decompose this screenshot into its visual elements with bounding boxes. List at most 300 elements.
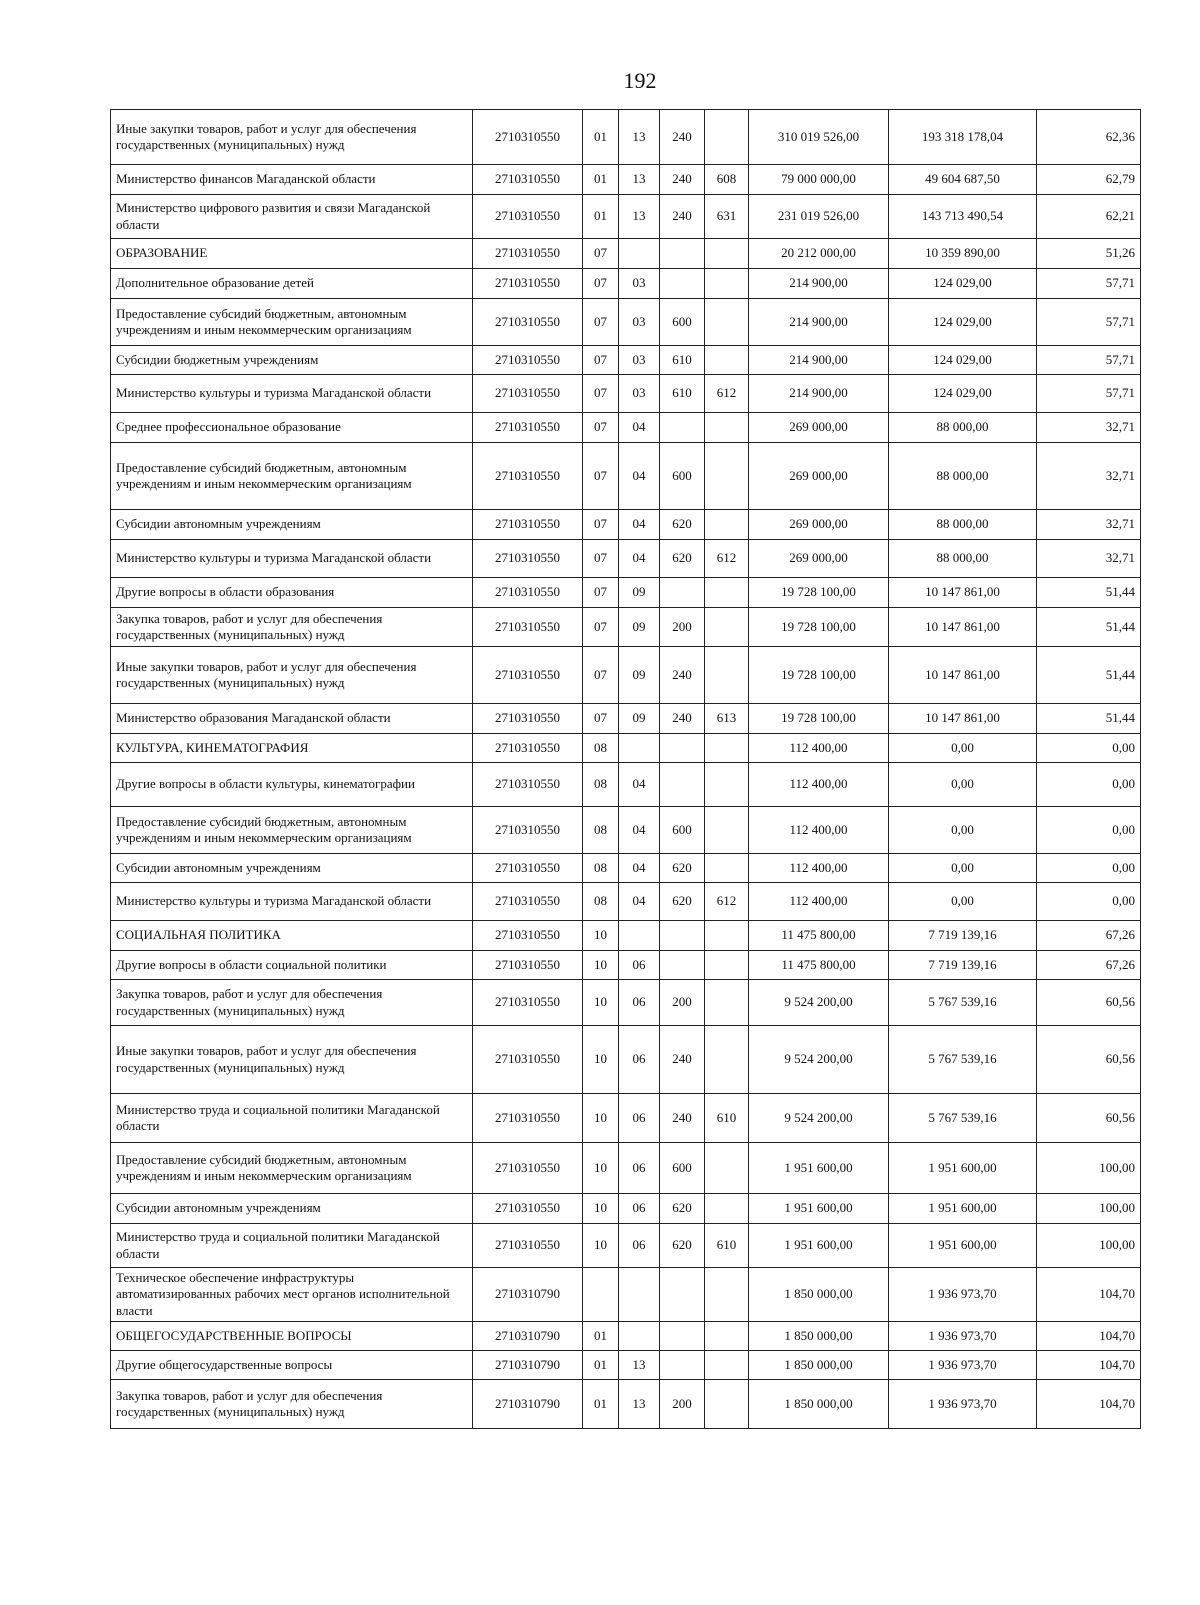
grbs-code [705, 1194, 749, 1224]
expense-type-code: 620 [660, 540, 705, 578]
table-row [111, 165, 1141, 195]
executed-amount: 143 713 490,54 [889, 195, 1037, 239]
planned-amount: 214 900,00 [749, 269, 889, 299]
execution-percent: 57,71 [1037, 346, 1141, 375]
row-description: Министерство труда и социальной политики Магаданской области [111, 1224, 473, 1268]
budget-execution-table [110, 109, 1141, 1429]
section-code: 10 [583, 980, 619, 1026]
row-description: Иные закупки товаров, работ и услуг для обеспечения государственных (муниципальных) нужд [111, 1026, 473, 1094]
table-row [111, 195, 1141, 239]
executed-amount: 124 029,00 [889, 299, 1037, 346]
planned-amount: 214 900,00 [749, 375, 889, 413]
planned-amount: 1 951 600,00 [749, 1143, 889, 1194]
row-description: СОЦИАЛЬНАЯ ПОЛИТИКА [111, 921, 473, 951]
expense-type-code: 200 [660, 1380, 705, 1429]
planned-amount: 269 000,00 [749, 413, 889, 443]
expense-type-code [660, 269, 705, 299]
section-code: 07 [583, 704, 619, 734]
executed-amount: 193 318 178,04 [889, 110, 1037, 165]
section-code: 01 [583, 165, 619, 195]
execution-percent: 57,71 [1037, 269, 1141, 299]
planned-amount: 19 728 100,00 [749, 647, 889, 704]
execution-percent: 32,71 [1037, 540, 1141, 578]
table-row [111, 1268, 1141, 1322]
expense-type-code [660, 1322, 705, 1351]
execution-percent: 32,71 [1037, 510, 1141, 540]
executed-amount: 0,00 [889, 883, 1037, 921]
target-article-code: 2710310550 [473, 807, 583, 854]
section-code: 07 [583, 510, 619, 540]
section-code: 07 [583, 647, 619, 704]
execution-percent: 60,56 [1037, 1094, 1141, 1143]
execution-percent: 57,71 [1037, 299, 1141, 346]
section-code: 07 [583, 443, 619, 510]
grbs-code: 608 [705, 165, 749, 195]
executed-amount: 124 029,00 [889, 375, 1037, 413]
execution-percent: 0,00 [1037, 854, 1141, 883]
target-article-code: 2710310550 [473, 608, 583, 647]
subsection-code: 04 [619, 763, 660, 807]
table-row [111, 269, 1141, 299]
subsection-code: 13 [619, 195, 660, 239]
planned-amount: 214 900,00 [749, 346, 889, 375]
row-description: Министерство образования Магаданской области [111, 704, 473, 734]
planned-amount: 112 400,00 [749, 734, 889, 763]
target-article-code: 2710310550 [473, 854, 583, 883]
executed-amount: 10 359 890,00 [889, 239, 1037, 269]
grbs-code: 613 [705, 704, 749, 734]
subsection-code: 04 [619, 854, 660, 883]
target-article-code: 2710310550 [473, 951, 583, 980]
target-article-code: 2710310790 [473, 1380, 583, 1429]
subsection-code: 09 [619, 704, 660, 734]
section-code [583, 1268, 619, 1322]
expense-type-code: 600 [660, 807, 705, 854]
row-description: Министерство культуры и туризма Магаданской области [111, 540, 473, 578]
section-code: 07 [583, 346, 619, 375]
target-article-code: 2710310550 [473, 578, 583, 608]
subsection-code [619, 734, 660, 763]
execution-percent: 104,70 [1037, 1268, 1141, 1322]
subsection-code: 04 [619, 443, 660, 510]
section-code: 01 [583, 1322, 619, 1351]
target-article-code: 2710310550 [473, 1026, 583, 1094]
section-code: 08 [583, 807, 619, 854]
subsection-code: 06 [619, 1224, 660, 1268]
table-row [111, 883, 1141, 921]
section-code: 10 [583, 1194, 619, 1224]
execution-percent: 67,26 [1037, 951, 1141, 980]
grbs-code [705, 1351, 749, 1380]
planned-amount: 269 000,00 [749, 540, 889, 578]
subsection-code: 04 [619, 510, 660, 540]
table-row [111, 413, 1141, 443]
subsection-code: 06 [619, 1194, 660, 1224]
planned-amount: 19 728 100,00 [749, 704, 889, 734]
row-description: Техническое обеспечение инфраструктуры автоматизированных рабочих мест органов исполнительной власти [111, 1268, 473, 1322]
target-article-code: 2710310790 [473, 1351, 583, 1380]
target-article-code: 2710310550 [473, 299, 583, 346]
table-row [111, 1351, 1141, 1380]
table-row [111, 704, 1141, 734]
planned-amount: 9 524 200,00 [749, 980, 889, 1026]
table-row [111, 608, 1141, 647]
execution-percent: 51,44 [1037, 578, 1141, 608]
grbs-code [705, 951, 749, 980]
target-article-code: 2710310550 [473, 110, 583, 165]
row-description: Дополнительное образование детей [111, 269, 473, 299]
grbs-code [705, 299, 749, 346]
section-code: 01 [583, 1380, 619, 1429]
execution-percent: 104,70 [1037, 1322, 1141, 1351]
subsection-code: 13 [619, 1380, 660, 1429]
row-description: ОБЩЕГОСУДАРСТВЕННЫЕ ВОПРОСЫ [111, 1322, 473, 1351]
planned-amount: 1 850 000,00 [749, 1351, 889, 1380]
planned-amount: 269 000,00 [749, 443, 889, 510]
planned-amount: 1 951 600,00 [749, 1224, 889, 1268]
subsection-code: 06 [619, 951, 660, 980]
target-article-code: 2710310550 [473, 1094, 583, 1143]
planned-amount: 9 524 200,00 [749, 1094, 889, 1143]
grbs-code [705, 510, 749, 540]
subsection-code: 13 [619, 110, 660, 165]
table-row [111, 1194, 1141, 1224]
subsection-code [619, 1268, 660, 1322]
executed-amount: 1 936 973,70 [889, 1322, 1037, 1351]
executed-amount: 10 147 861,00 [889, 704, 1037, 734]
table-row [111, 1094, 1141, 1143]
table-row [111, 854, 1141, 883]
target-article-code: 2710310550 [473, 647, 583, 704]
section-code: 10 [583, 951, 619, 980]
expense-type-code: 610 [660, 375, 705, 413]
execution-percent: 60,56 [1037, 1026, 1141, 1094]
planned-amount: 79 000 000,00 [749, 165, 889, 195]
execution-percent: 60,56 [1037, 980, 1141, 1026]
target-article-code: 2710310550 [473, 763, 583, 807]
section-code: 08 [583, 763, 619, 807]
subsection-code [619, 1322, 660, 1351]
row-description: Иные закупки товаров, работ и услуг для обеспечения государственных (муниципальных) нужд [111, 647, 473, 704]
expense-type-code: 600 [660, 1143, 705, 1194]
subsection-code: 04 [619, 540, 660, 578]
planned-amount: 112 400,00 [749, 854, 889, 883]
row-description: Другие вопросы в области культуры, кинематографии [111, 763, 473, 807]
row-description: Министерство культуры и туризма Магаданской области [111, 883, 473, 921]
table-row [111, 110, 1141, 165]
executed-amount: 5 767 539,16 [889, 980, 1037, 1026]
target-article-code: 2710310550 [473, 980, 583, 1026]
row-description: Субсидии автономным учреждениям [111, 1194, 473, 1224]
execution-percent: 51,26 [1037, 239, 1141, 269]
section-code: 08 [583, 883, 619, 921]
expense-type-code [660, 951, 705, 980]
expense-type-code: 240 [660, 647, 705, 704]
execution-percent: 0,00 [1037, 883, 1141, 921]
execution-percent: 32,71 [1037, 443, 1141, 510]
executed-amount: 0,00 [889, 807, 1037, 854]
grbs-code [705, 443, 749, 510]
table-row [111, 540, 1141, 578]
execution-percent: 51,44 [1037, 608, 1141, 647]
planned-amount: 1 951 600,00 [749, 1194, 889, 1224]
row-description: Закупка товаров, работ и услуг для обеспечения государственных (муниципальных) нужд [111, 980, 473, 1026]
target-article-code: 2710310550 [473, 239, 583, 269]
expense-type-code: 240 [660, 110, 705, 165]
execution-percent: 0,00 [1037, 807, 1141, 854]
executed-amount: 1 936 973,70 [889, 1268, 1037, 1322]
executed-amount: 0,00 [889, 763, 1037, 807]
section-code: 07 [583, 578, 619, 608]
executed-amount: 7 719 139,16 [889, 951, 1037, 980]
execution-percent: 100,00 [1037, 1194, 1141, 1224]
section-code: 07 [583, 375, 619, 413]
section-code: 08 [583, 854, 619, 883]
row-description: Министерство цифрового развития и связи Магаданской области [111, 195, 473, 239]
row-description: Другие общегосударственные вопросы [111, 1351, 473, 1380]
table-row [111, 346, 1141, 375]
subsection-code: 09 [619, 578, 660, 608]
target-article-code: 2710310790 [473, 1268, 583, 1322]
planned-amount: 9 524 200,00 [749, 1026, 889, 1094]
subsection-code: 09 [619, 647, 660, 704]
target-article-code: 2710310550 [473, 734, 583, 763]
expense-type-code: 620 [660, 1224, 705, 1268]
planned-amount: 1 850 000,00 [749, 1268, 889, 1322]
executed-amount: 5 767 539,16 [889, 1026, 1037, 1094]
grbs-code [705, 647, 749, 704]
table-row [111, 807, 1141, 854]
table-row [111, 375, 1141, 413]
expense-type-code: 600 [660, 299, 705, 346]
execution-percent: 62,36 [1037, 110, 1141, 165]
executed-amount: 0,00 [889, 734, 1037, 763]
executed-amount: 124 029,00 [889, 269, 1037, 299]
row-description: Предоставление субсидий бюджетным, автономным учреждениям и иным некоммерческим организациям [111, 1143, 473, 1194]
expense-type-code [660, 734, 705, 763]
grbs-code [705, 413, 749, 443]
section-code: 01 [583, 110, 619, 165]
grbs-code [705, 980, 749, 1026]
row-description: Субсидии бюджетным учреждениям [111, 346, 473, 375]
subsection-code: 03 [619, 299, 660, 346]
expense-type-code [660, 1351, 705, 1380]
section-code: 10 [583, 1026, 619, 1094]
table-row [111, 1322, 1141, 1351]
subsection-code: 09 [619, 608, 660, 647]
grbs-code [705, 1380, 749, 1429]
target-article-code: 2710310550 [473, 375, 583, 413]
target-article-code: 2710310790 [473, 1322, 583, 1351]
executed-amount: 1 951 600,00 [889, 1224, 1037, 1268]
table-row [111, 921, 1141, 951]
subsection-code [619, 921, 660, 951]
row-description: ОБРАЗОВАНИЕ [111, 239, 473, 269]
grbs-code [705, 807, 749, 854]
section-code: 10 [583, 921, 619, 951]
planned-amount: 310 019 526,00 [749, 110, 889, 165]
section-code: 07 [583, 608, 619, 647]
row-description: Министерство финансов Магаданской области [111, 165, 473, 195]
grbs-code [705, 239, 749, 269]
table-row [111, 299, 1141, 346]
row-description: Другие вопросы в области социальной политики [111, 951, 473, 980]
target-article-code: 2710310550 [473, 540, 583, 578]
target-article-code: 2710310550 [473, 269, 583, 299]
expense-type-code: 600 [660, 443, 705, 510]
section-code: 10 [583, 1094, 619, 1143]
execution-percent: 51,44 [1037, 704, 1141, 734]
section-code: 07 [583, 413, 619, 443]
row-description: Закупка товаров, работ и услуг для обеспечения государственных (муниципальных) нужд [111, 608, 473, 647]
section-code: 08 [583, 734, 619, 763]
grbs-code: 610 [705, 1224, 749, 1268]
planned-amount: 1 850 000,00 [749, 1322, 889, 1351]
grbs-code: 631 [705, 195, 749, 239]
target-article-code: 2710310550 [473, 165, 583, 195]
target-article-code: 2710310550 [473, 443, 583, 510]
execution-percent: 51,44 [1037, 647, 1141, 704]
target-article-code: 2710310550 [473, 1224, 583, 1268]
subsection-code: 06 [619, 1094, 660, 1143]
planned-amount: 19 728 100,00 [749, 578, 889, 608]
executed-amount: 1 951 600,00 [889, 1194, 1037, 1224]
target-article-code: 2710310550 [473, 921, 583, 951]
row-description: Иные закупки товаров, работ и услуг для обеспечения государственных (муниципальных) нужд [111, 110, 473, 165]
row-description: КУЛЬТУРА, КИНЕМАТОГРАФИЯ [111, 734, 473, 763]
subsection-code: 13 [619, 165, 660, 195]
execution-percent: 32,71 [1037, 413, 1141, 443]
subsection-code: 04 [619, 413, 660, 443]
execution-percent: 100,00 [1037, 1143, 1141, 1194]
expense-type-code: 240 [660, 1026, 705, 1094]
grbs-code [705, 1322, 749, 1351]
planned-amount: 269 000,00 [749, 510, 889, 540]
planned-amount: 112 400,00 [749, 763, 889, 807]
grbs-code: 612 [705, 883, 749, 921]
grbs-code: 612 [705, 375, 749, 413]
table-row [111, 647, 1141, 704]
grbs-code [705, 578, 749, 608]
expense-type-code: 620 [660, 883, 705, 921]
subsection-code: 13 [619, 1351, 660, 1380]
table-row [111, 734, 1141, 763]
table-row [111, 1026, 1141, 1094]
section-code: 07 [583, 239, 619, 269]
subsection-code: 04 [619, 807, 660, 854]
subsection-code: 03 [619, 269, 660, 299]
table-row [111, 951, 1141, 980]
table-row [111, 510, 1141, 540]
row-description: Министерство труда и социальной политики Магаданской области [111, 1094, 473, 1143]
table-row [111, 763, 1141, 807]
target-article-code: 2710310550 [473, 1143, 583, 1194]
subsection-code: 06 [619, 1143, 660, 1194]
planned-amount: 112 400,00 [749, 883, 889, 921]
executed-amount: 88 000,00 [889, 540, 1037, 578]
section-code: 10 [583, 1224, 619, 1268]
row-description: Предоставление субсидий бюджетным, автономным учреждениям и иным некоммерческим организациям [111, 807, 473, 854]
expense-type-code: 610 [660, 346, 705, 375]
execution-percent: 62,21 [1037, 195, 1141, 239]
table-row [111, 578, 1141, 608]
executed-amount: 88 000,00 [889, 443, 1037, 510]
expense-type-code [660, 413, 705, 443]
executed-amount: 1 936 973,70 [889, 1380, 1037, 1429]
expense-type-code: 240 [660, 195, 705, 239]
planned-amount: 11 475 800,00 [749, 921, 889, 951]
expense-type-code: 200 [660, 980, 705, 1026]
grbs-code [705, 608, 749, 647]
row-description: Субсидии автономным учреждениям [111, 854, 473, 883]
executed-amount: 10 147 861,00 [889, 578, 1037, 608]
executed-amount: 0,00 [889, 854, 1037, 883]
section-code: 01 [583, 1351, 619, 1380]
row-description: Среднее профессиональное образование [111, 413, 473, 443]
expense-type-code: 240 [660, 704, 705, 734]
expense-type-code: 240 [660, 1094, 705, 1143]
target-article-code: 2710310550 [473, 346, 583, 375]
execution-percent: 104,70 [1037, 1351, 1141, 1380]
executed-amount: 10 147 861,00 [889, 608, 1037, 647]
executed-amount: 1 951 600,00 [889, 1143, 1037, 1194]
subsection-code: 03 [619, 346, 660, 375]
row-description: Субсидии автономным учреждениям [111, 510, 473, 540]
expense-type-code: 240 [660, 165, 705, 195]
section-code: 07 [583, 299, 619, 346]
executed-amount: 88 000,00 [889, 413, 1037, 443]
target-article-code: 2710310550 [473, 510, 583, 540]
executed-amount: 88 000,00 [889, 510, 1037, 540]
grbs-code [705, 854, 749, 883]
execution-percent: 104,70 [1037, 1380, 1141, 1429]
target-article-code: 2710310550 [473, 704, 583, 734]
grbs-code [705, 110, 749, 165]
table-row [111, 1143, 1141, 1194]
expense-type-code: 620 [660, 510, 705, 540]
subsection-code: 06 [619, 980, 660, 1026]
target-article-code: 2710310550 [473, 195, 583, 239]
expense-type-code: 620 [660, 854, 705, 883]
table-row [111, 239, 1141, 269]
row-description: Министерство культуры и туризма Магаданской области [111, 375, 473, 413]
row-description: Закупка товаров, работ и услуг для обеспечения государственных (муниципальных) нужд [111, 1380, 473, 1429]
table-row [111, 443, 1141, 510]
row-description: Предоставление субсидий бюджетным, автономным учреждениям и иным некоммерческим организациям [111, 443, 473, 510]
section-code: 07 [583, 540, 619, 578]
execution-percent: 67,26 [1037, 921, 1141, 951]
grbs-code [705, 1143, 749, 1194]
grbs-code [705, 734, 749, 763]
expense-type-code [660, 578, 705, 608]
executed-amount: 5 767 539,16 [889, 1094, 1037, 1143]
page-number: 192 [623, 68, 657, 93]
planned-amount: 20 212 000,00 [749, 239, 889, 269]
planned-amount: 231 019 526,00 [749, 195, 889, 239]
executed-amount: 1 936 973,70 [889, 1351, 1037, 1380]
execution-percent: 62,79 [1037, 165, 1141, 195]
section-code: 01 [583, 195, 619, 239]
subsection-code: 04 [619, 883, 660, 921]
section-code: 07 [583, 269, 619, 299]
executed-amount: 49 604 687,50 [889, 165, 1037, 195]
grbs-code [705, 1026, 749, 1094]
expense-type-code [660, 921, 705, 951]
grbs-code [705, 1268, 749, 1322]
row-description: Другие вопросы в области образования [111, 578, 473, 608]
section-code: 10 [583, 1143, 619, 1194]
planned-amount: 11 475 800,00 [749, 951, 889, 980]
